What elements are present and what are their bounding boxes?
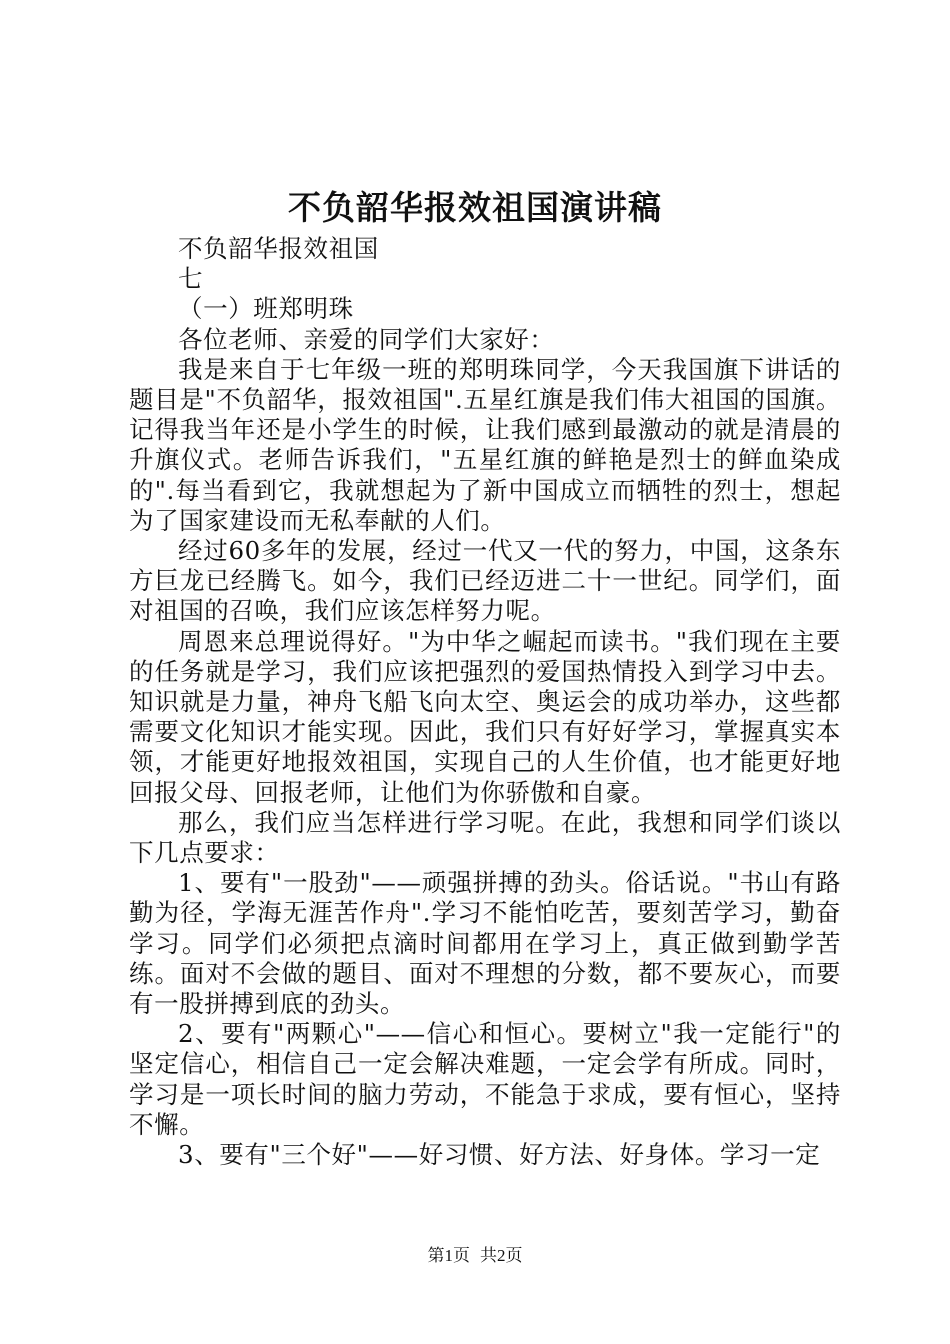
body-paragraph: 周恩来总理说得好。"为中华之崛起而读书。"我们现在主要的任务就是学习，我们应该把强烈的爱国热情投入到学习中去。知识就是力量，神舟飞船飞向太空、奥运会的成功举办，这些都需要文化知识才能实现。因此，我们只有好好学习，掌握真实本领，才能更好地报效祖国，实现自己的人生价值，也才能更好地回报父母、回报老师，让他们为你骄傲和自豪。 [129,626,841,807]
greeting-paragraph: 各位老师、亲爱的同学们大家好： [178,324,555,354]
body-paragraph: 那么，我们应当怎样进行学习呢。在此，我想和同学们谈以下几点要求： [129,807,841,868]
body-paragraph: 经过60多年的发展，经过一代又一代的努力，中国，这条东方巨龙已经腾飞。如今，我们已经迈进二十一世纪。同学们，面对祖国的召唤，我们应该怎样努力呢。 [129,536,841,626]
page-total: 共2页 [480,1246,523,1265]
body-paragraph: 我是来自于七年级一班的郑明珠同学，今天我国旗下讲话的题目是"不负韶华，报效祖国".五星红旗是我们伟大祖国的国旗。记得我当年还是小学生的时候，让我们感到最激动的就是清晨的升旗仪式。老师告诉我们，"五星红旗的鲜艳是烈士的鲜血染成的".每当看到它，我就想起为了新中国成立而牺牲的烈士，想起为了国家建设而无私奉献的人们。 [129,354,841,535]
document-title: 不负韶华报效祖国演讲稿 [288,188,662,227]
requirement-paragraph: 3、要有"三个好"——好习惯、好方法、好身体。学习一定 [178,1140,821,1170]
requirement-paragraph: 1、要有"一股劲"——顽强拼搏的劲头。俗话说。"书山有路勤为径，学海无涯苦作舟".学习不能怕吃苦，要刻苦学习，勤奋学习。同学们必须把点滴时间都用在学习上，真正做到勤学苦练。面对不会做的题目、面对不理想的分数，都不要灰心，而要有一股拼搏到底的劲头。 [129,868,841,1019]
requirement-paragraph: 2、要有"两颗心"——信心和恒心。要树立"我一定能行"的坚定信心，相信自己一定会解决难题，一定会学有所成。同时，学习是一项长时间的脑力劳动，不能急于求成，要有恒心，坚持不懈。 [129,1019,841,1139]
speaker-line: （一）班郑明珠 [178,294,354,324]
class-line: 七 [178,264,204,294]
subtitle-line: 不负韶华报效祖国 [178,234,379,263]
page-number: 第1页 [427,1246,470,1265]
page-footer [0,1244,950,1268]
document-body [129,234,841,1170]
